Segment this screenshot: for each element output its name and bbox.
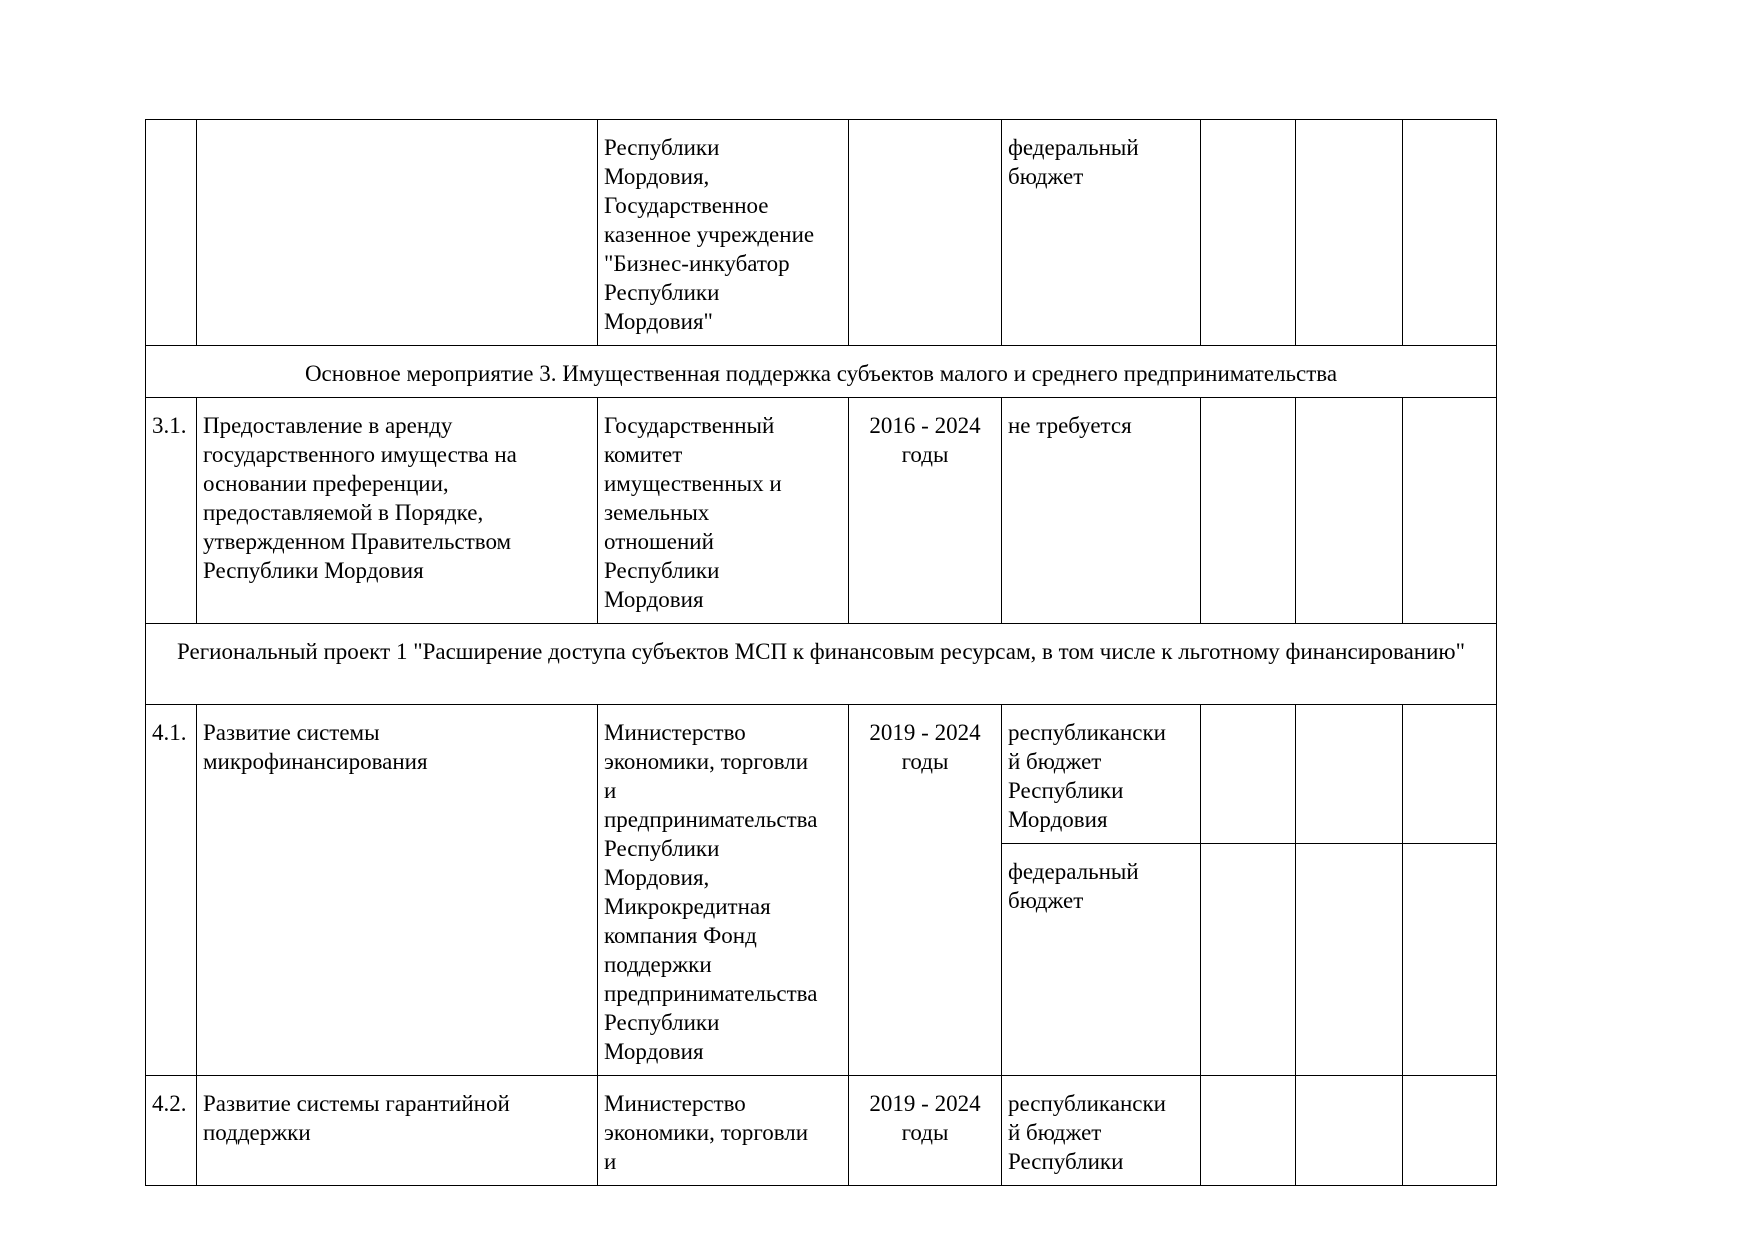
period-cell: 2016 - 2024 годы xyxy=(849,398,1002,624)
empty-cell xyxy=(1201,844,1296,1076)
funding-source-cell: федеральный бюджет xyxy=(1002,844,1201,1076)
table-row xyxy=(146,120,1497,346)
empty-cell xyxy=(1201,398,1296,624)
program-activities-table xyxy=(145,119,1497,1186)
funding-source-cell: республикански й бюджет Республики xyxy=(1002,1076,1201,1186)
activity-cell: Развитие системы микрофинансирования xyxy=(197,705,598,1076)
row-number-cell: 4.1. xyxy=(146,705,197,1076)
table-row xyxy=(146,1076,1497,1186)
empty-cell xyxy=(1403,844,1497,1076)
activity-cell: Предоставление в аренду государственного имущества на основании преференции, предоставляемой в Порядке, утвержденном Правительством Республики Мордовия xyxy=(197,398,598,624)
row-number-cell: 4.2. xyxy=(146,1076,197,1186)
executor-cell: Министерство экономики, торговли и xyxy=(598,1076,849,1186)
table-row xyxy=(146,398,1497,624)
table-row xyxy=(146,705,1497,844)
row-number-cell xyxy=(146,120,197,346)
activity-cell xyxy=(197,120,598,346)
empty-cell xyxy=(1296,120,1403,346)
section-title: Региональный проект 1 "Расширение доступа субъектов МСП к финансовым ресурсам, в том числе к льготному финансированию" xyxy=(146,624,1497,705)
empty-cell xyxy=(1201,120,1296,346)
funding-source-cell: федеральный бюджет xyxy=(1002,120,1201,346)
section-title: Основное мероприятие 3. Имущественная поддержка субъектов малого и среднего предпринимательства xyxy=(146,346,1497,398)
funding-source-cell: не требуется xyxy=(1002,398,1201,624)
section-header-row xyxy=(146,346,1497,398)
row-number-cell: 3.1. xyxy=(146,398,197,624)
executor-cell: Министерство экономики, торговли и предпринимательства Республики Мордовия, Микрокредитная компания Фонд поддержки предпринимательства Республики Мордовия xyxy=(598,705,849,1076)
empty-cell xyxy=(1296,705,1403,844)
empty-cell xyxy=(1403,1076,1497,1186)
empty-cell xyxy=(1201,1076,1296,1186)
empty-cell xyxy=(1201,705,1296,844)
activity-cell: Развитие системы гарантийной поддержки xyxy=(197,1076,598,1186)
empty-cell xyxy=(1296,844,1403,1076)
section-header-row xyxy=(146,624,1497,705)
executor-cell: Государственный комитет имущественных и земельных отношений Республики Мордовия xyxy=(598,398,849,624)
empty-cell xyxy=(1403,120,1497,346)
period-cell: 2019 - 2024 годы xyxy=(849,705,1002,1076)
period-cell xyxy=(849,120,1002,346)
executor-cell: Республики Мордовия, Государственное казенное учреждение "Бизнес-инкубатор Республики Мордовия" xyxy=(598,120,849,346)
empty-cell xyxy=(1403,398,1497,624)
empty-cell xyxy=(1296,398,1403,624)
funding-source-cell: республикански й бюджет Республики Мордовия xyxy=(1002,705,1201,844)
empty-cell xyxy=(1296,1076,1403,1186)
period-cell: 2019 - 2024 годы xyxy=(849,1076,1002,1186)
empty-cell xyxy=(1403,705,1497,844)
